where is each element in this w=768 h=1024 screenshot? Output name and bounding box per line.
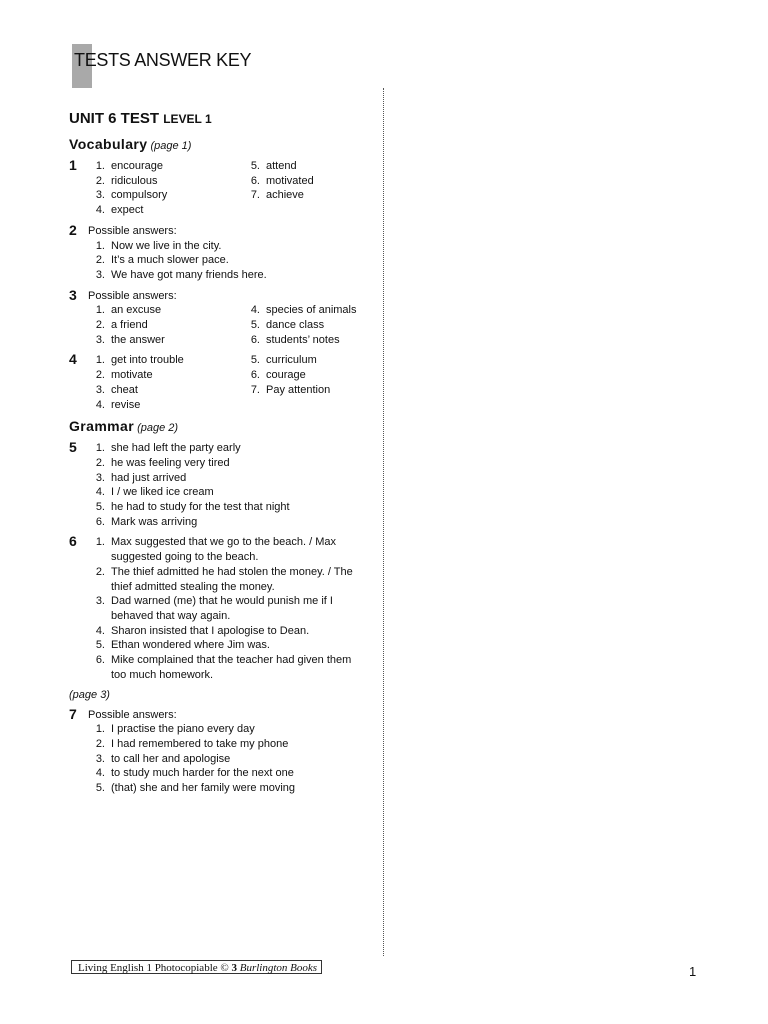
answer-item [88, 500, 369, 515]
answer-text: had just arrived [111, 471, 187, 484]
page-note: (page 3) [69, 688, 110, 701]
answer-number: 1. [95, 354, 105, 367]
answer-number: 7. [250, 383, 260, 396]
answer-text: species of animals [266, 304, 357, 317]
section-title-text: Grammar [69, 418, 135, 435]
answer-number: 5. [95, 501, 105, 514]
answer-text: Sharon insisted that I apologise to Dean. [111, 624, 310, 637]
answer-text: compulsory [111, 189, 168, 202]
section-page-ref: (page 2) [137, 422, 179, 435]
answer-item [88, 159, 243, 174]
answer-number: 2. [95, 456, 105, 469]
answer-item [88, 515, 369, 530]
answer-item [243, 318, 383, 333]
exercise-number: 4 [69, 351, 77, 368]
exercise-4 [69, 353, 369, 412]
answer-item [88, 594, 369, 623]
section-title-text: Vocabulary [69, 136, 148, 152]
answer-item [88, 268, 369, 283]
exercise-note: Possible answers: [88, 289, 177, 302]
answer-list [88, 239, 369, 283]
answer-text: Now we live in the city. [111, 239, 222, 252]
answer-item [243, 159, 383, 174]
answer-text: I / we liked ice cream [111, 486, 214, 499]
answer-list [88, 353, 369, 412]
answer-list [88, 535, 369, 682]
answer-number: 2. [95, 369, 105, 382]
answer-number: 2. [95, 565, 105, 578]
answer-text: Mark was arriving [111, 515, 198, 528]
answer-text: students’ notes [266, 333, 340, 346]
answer-text: encourage [111, 160, 163, 172]
answer-item [88, 203, 243, 218]
answer-item [88, 239, 369, 254]
exercise-3 [69, 286, 369, 348]
answer-number: 4. [95, 486, 105, 499]
answer-text: Pay attention [266, 383, 331, 396]
exercise-number: 1 [69, 157, 77, 173]
page-header [72, 44, 272, 88]
answer-item [88, 471, 369, 486]
answer-text: curriculum [266, 354, 317, 367]
answer-item [243, 174, 383, 189]
answer-text: the answer [111, 333, 165, 346]
exercise-number: 2 [69, 221, 77, 238]
answer-text: get into trouble [111, 354, 184, 367]
answer-number: 4. [95, 204, 105, 217]
answer-item [88, 624, 369, 639]
answer-number: 3. [95, 268, 105, 281]
answer-text: to study much harder for the next one [111, 767, 294, 780]
answer-text: an excuse [111, 304, 162, 317]
answer-number: 1. [95, 160, 105, 172]
answer-number: 5. [250, 160, 260, 172]
answer-number: 3. [95, 383, 105, 396]
answer-text: expect [111, 204, 144, 217]
answer-item [88, 174, 243, 189]
answer-item [88, 188, 243, 203]
exercise-note: Possible answers: [88, 708, 177, 721]
answer-key-content [69, 110, 369, 802]
answer-item [243, 353, 383, 368]
sections-container [69, 136, 369, 683]
answer-item [88, 737, 369, 752]
answer-item [88, 303, 243, 318]
answer-number: 7. [250, 189, 260, 202]
answer-number: 6. [95, 515, 105, 528]
answer-item [88, 368, 243, 383]
answer-item [88, 333, 243, 348]
exercise-2 [69, 221, 369, 283]
answer-number: 2. [95, 174, 105, 187]
answer-item [243, 333, 383, 348]
answer-text: to call her and apologise [111, 752, 231, 765]
answer-text: cheat [111, 383, 138, 396]
answer-item [88, 318, 243, 333]
answer-number: 5. [95, 782, 105, 795]
answer-number: 4. [95, 624, 105, 637]
answer-number: 3. [95, 333, 105, 346]
answer-text: ridiculous [111, 174, 158, 187]
exercise-note: Possible answers: [88, 224, 177, 237]
exercise-7 [69, 705, 369, 796]
exercise-number: 3 [69, 286, 77, 303]
answer-item [88, 781, 369, 796]
answer-number: 3. [95, 471, 105, 484]
answer-text: (that) she and her family were moving [111, 782, 296, 795]
footer-text: Living English 1 Photocopiable © [78, 962, 232, 974]
answer-number: 1. [95, 304, 105, 317]
exercise-1 [69, 159, 369, 218]
answer-number: 3. [95, 595, 105, 608]
footer-number: 3 [231, 962, 237, 974]
answer-number: 4. [250, 304, 260, 317]
page-number: 1 [689, 964, 697, 979]
answer-number: 3. [95, 752, 105, 765]
answer-text: courage [266, 369, 306, 382]
answer-item [88, 441, 369, 456]
answer-list [88, 441, 369, 529]
exercise-number: 5 [69, 439, 77, 456]
answer-number: 2. [95, 319, 105, 332]
answer-text: I had remembered to take my phone [111, 737, 289, 750]
answer-text: she had left the party early [111, 442, 241, 455]
answer-text: dance class [266, 319, 325, 332]
exercise-5 [69, 441, 369, 529]
unit-level: LEVEL 1 [163, 112, 212, 126]
answer-text: motivate [111, 369, 153, 382]
answer-item [88, 766, 369, 781]
answer-text: Max suggested that we go to the beach. / Max suggested going to the beach. [111, 536, 337, 564]
answer-number: 6. [95, 654, 105, 667]
answer-item [88, 653, 369, 682]
answer-number: 6. [250, 369, 260, 382]
answer-number: 5. [250, 354, 260, 367]
unit-title-text: UNIT 6 TEST [69, 110, 160, 127]
exercise-number: 6 [69, 533, 77, 550]
answer-text: motivated [266, 174, 314, 187]
answer-number: 4. [95, 767, 105, 780]
answer-number: 3. [95, 189, 105, 202]
footer-brand: Burlington Books [239, 962, 318, 974]
answer-list [88, 722, 369, 796]
exercise-6 [69, 535, 369, 682]
answer-item [88, 253, 369, 268]
answer-item [88, 565, 369, 594]
answer-text: It’s a much slower pace. [111, 254, 229, 267]
answer-item [243, 368, 383, 383]
answer-item [88, 722, 369, 737]
answer-item [243, 188, 383, 203]
answer-text: I practise the piano every day [111, 723, 255, 736]
answer-item [88, 485, 369, 500]
answer-number: 6. [250, 174, 260, 187]
answer-item [88, 535, 369, 564]
answer-number: 2. [95, 254, 105, 267]
answer-text: We have got many friends here. [111, 268, 267, 281]
answer-text: attend [266, 160, 297, 172]
answer-item [88, 638, 369, 653]
answer-number: 2. [95, 737, 105, 750]
exercise-number: 7 [69, 705, 77, 722]
answer-list [88, 303, 369, 347]
answer-item [88, 456, 369, 471]
answer-number: 1. [95, 723, 105, 736]
unit-title [69, 110, 369, 127]
answer-item [243, 303, 383, 318]
answer-item [88, 353, 243, 368]
page-title: TESTS ANSWER KEY [74, 50, 252, 70]
column-divider [383, 88, 384, 956]
answer-item [88, 398, 243, 413]
answer-text: Mike complained that the teacher had given them too much homework. [111, 654, 352, 681]
answer-number: 5. [250, 319, 260, 332]
section-title-grammar [69, 418, 369, 434]
answer-text: Ethan wondered where Jim was. [111, 639, 270, 652]
answer-item [88, 383, 243, 398]
answer-text: revise [111, 398, 141, 411]
answer-text: Dad warned (me) that he would punish me if I behaved that way again. [111, 595, 333, 622]
answer-text: achieve [266, 189, 304, 202]
footer-copyright [71, 960, 322, 974]
section-title-vocabulary [69, 136, 369, 152]
answer-item [243, 383, 383, 398]
answer-text: The thief admitted he had stolen the money. / The thief admitted stealing the money. [111, 565, 353, 593]
answer-number: 4. [95, 398, 105, 411]
answer-number: 1. [95, 442, 105, 455]
answer-number: 1. [95, 536, 105, 549]
section-page-ref: (page 1) [150, 140, 192, 152]
answer-number: 6. [250, 333, 260, 346]
answer-number: 5. [95, 639, 105, 652]
answer-text: a friend [111, 319, 148, 332]
answer-text: he had to study for the test that night [111, 501, 290, 514]
exercise-7-container [69, 705, 369, 796]
answer-list [88, 159, 369, 218]
answer-text: he was feeling very tired [111, 456, 230, 469]
answer-item [88, 752, 369, 767]
answer-number: 1. [95, 239, 105, 252]
